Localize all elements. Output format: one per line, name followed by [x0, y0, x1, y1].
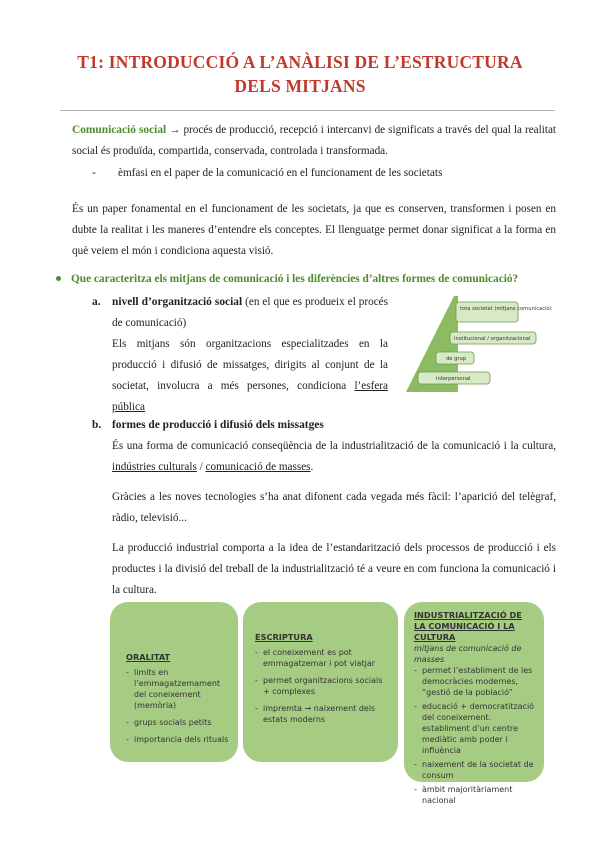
list-item: - el coneixement es pot emmagatzemar i pot viatjar [255, 647, 388, 669]
industrialitzacio-list [414, 665, 536, 806]
industrialitzacio-box [404, 602, 544, 805]
intro-bullet [92, 163, 552, 184]
section-b-content [112, 415, 556, 601]
esfera-publica-link[interactable]: l’esfera pública [112, 380, 388, 413]
industrialitzacio-title: INDUSTRIALITZACIÓ DE LA COMUNICACIÓ I LA CULTURA [414, 610, 522, 642]
page-title: T1: INTRODUCCIÓ A L’ANÀLISI DE L’ESTRUCTURA DELS MITJANS [77, 52, 523, 96]
pyramid-level-4-label: interpersonal [436, 376, 471, 382]
section-a-heading: nivell d’organització social [112, 296, 243, 308]
list-item: - grups socials petits [126, 717, 230, 728]
escriptura-title: ESCRIPTURA [255, 632, 313, 642]
intro-bullet-text: èmfasi en el paper de la comunicació en el funcionament de les societats [118, 167, 443, 179]
section-a-note: (en el que es produeix el procés de comunicació) [112, 296, 388, 329]
escriptura-box [243, 602, 398, 762]
escriptura-list [255, 647, 388, 725]
section-b-p3: La producció industrial comporta a la idea de l’estandarització dels processos de producció i els productes i la divisió del treball de la industrialització té a veure en com funciona la comunicació i la cultura. [112, 542, 556, 596]
link-separator: / [196, 461, 206, 473]
list-item: - naixement de la societat de consum [414, 759, 536, 781]
comunicacio-masses-link[interactable]: comunicació de masses [205, 461, 311, 473]
industrialitzacio-subtitle: mitjans de comunicació de masses [414, 644, 522, 664]
bullet-dot-icon [56, 276, 61, 281]
oralitat-box [110, 602, 238, 762]
section-b-p1-text: És una forma de comunicació conseqüència de la industrialització de la comunicació i la cultura, [112, 440, 556, 452]
section-a [92, 292, 388, 418]
pyramid-level-1-box [456, 302, 518, 322]
arrow-icon: → [169, 124, 181, 136]
intro-definition [72, 120, 556, 162]
title-divider [60, 110, 555, 111]
list-item: - importancia dels rituals [126, 734, 230, 745]
section-b [92, 415, 556, 601]
section-b-p1-end: . [310, 461, 314, 473]
organization-pyramid [398, 292, 558, 394]
section-a-body-text: Els mitjans són organitzacions especialitzades en la producció i difusió de missatges, dirigits al conjunt de la societat, involucra a més persones, condiciona [112, 338, 388, 392]
oralitat-title: ORALITAT [126, 652, 171, 662]
oralitat-list [126, 667, 230, 745]
industries-culturals-link[interactable]: indústries culturals [112, 461, 197, 473]
section-a-content [112, 292, 388, 418]
list-item: - àmbit majoritàriament nacional [414, 784, 536, 806]
list-item: - permet l’establiment de les democràcies modernes, “gestió de la població” [414, 665, 536, 698]
intro-definition-text: procés de producció, recepció i intercanvi de significats a través del qual la realitat social és produïda, compartida, conservada, controlada i transformada. [72, 124, 557, 157]
list-item: - educació + democratització del coneixement. establiment d’un centre mediàtic amb poder i influència [414, 701, 536, 756]
section-b-marker: b. [92, 419, 102, 431]
section-a-body [112, 334, 388, 418]
question-text: Que caracteritza els mitjans de comunicació i les diferències d’altres formes de comunicació? [71, 273, 519, 285]
dash-icon: - [92, 167, 96, 179]
pyramid-level-2-label: institucional / organitzacional [454, 336, 531, 342]
question-heading [56, 273, 518, 285]
list-item: - limits en l’emmagatzemament del coneixement (memòria) [126, 667, 230, 711]
pyramid-level-3-label: de grup [446, 356, 467, 362]
section-b-heading: formes de producció i difusió dels missatges [112, 419, 324, 431]
list-item: - permet organitzacions socials + complexes [255, 675, 388, 697]
intro-term: Comunicació social [72, 124, 167, 136]
intro-paragraph: És un paper fonamental en el funcionament de les societats, ja que es conserven, transformen i posen en dubte la realitat i les maneres d’entendre els conceptes. El llenguatge permet donar significat a la forma en què veiem el món i condiciona aquesta visió. [72, 203, 556, 257]
list-item: - impremta → naixement dels estats moderns [255, 703, 388, 725]
section-a-marker: a. [92, 296, 101, 308]
pyramid-level-1-label: tota societat (mitjans comunicació) [460, 306, 552, 312]
section-b-p1 [112, 436, 556, 478]
section-b-p2: Gràcies a les noves tecnologies s’ha anat difonent cada vegada més fàcil: l’aparició del telègraf, ràdio, televisió... [112, 491, 556, 524]
